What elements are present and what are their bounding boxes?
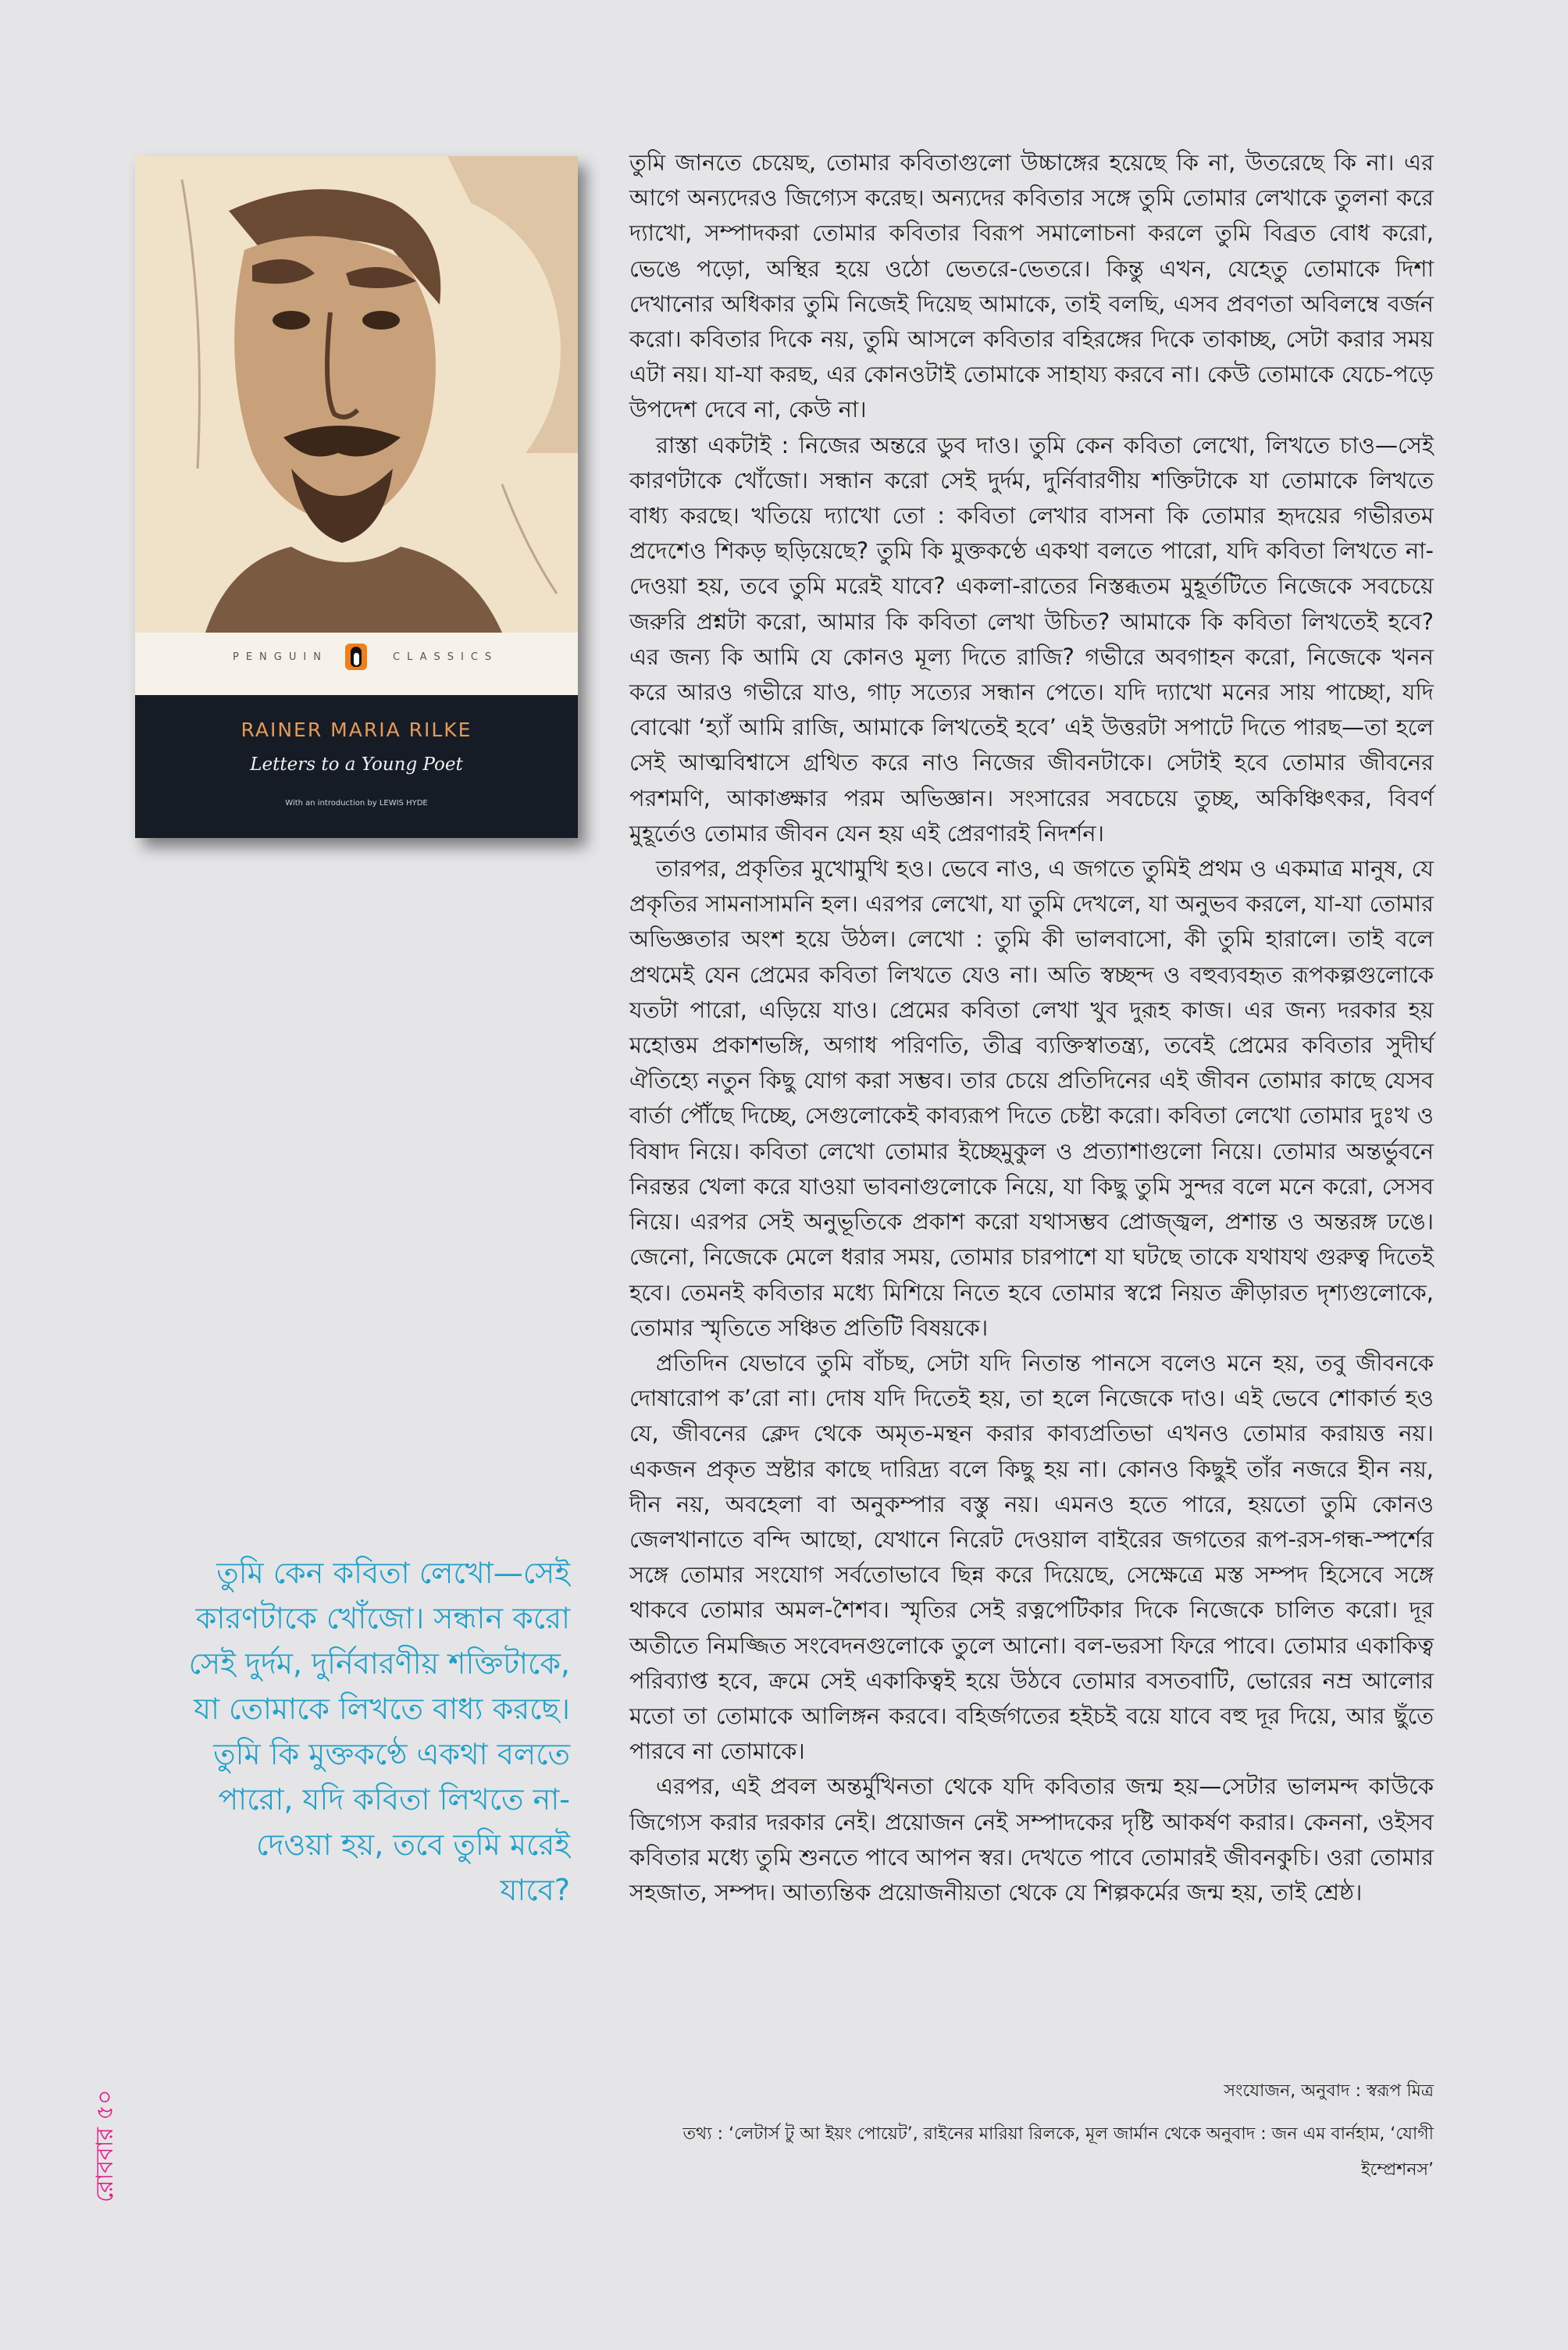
paragraph: এরপর, এই প্রবল অন্তর্মুখিনতা থেকে যদি কবিতার জন্ম হয়—সেটার ভালমন্দ কাউকে জিগ্যেস করার দরকার নেই। প্রয়োজন নেই সম্পাদকের দৃষ্টি আকর্ষণ করার। কেননা, ওইসব কবিতার মধ্যে তুমি শুনতে পাবে আপন স্বর। দেখতে পাবে তোমারই জীবনকুচি। ওরা তোমার সহজাত, সম্পদ। আত্যন্তিক প্রয়োজনীয়তা থেকে যে শিল্পকর্মের জন্ম হয়, তাই শ্রেষ্ঠ।	[629, 1773, 1434, 1906]
pull-quote: তুমি কেন কবিতা লেখো—সেই কারণটাকে খোঁজো। সন্ধান করো সেই দুর্দম, দুর্নিবারণীয় শক্তিটাকে, যা তোমাকে লিখতে বাধ্য করছে। তুমি কি মুক্তকণ্ঠে একথা বলতে পারো, যদি কবিতা লিখতে না-দেওয়া হয়, তবে তুমি মরেই যাবে?	[188, 1556, 570, 1907]
rilke-portrait-illustration	[135, 156, 578, 633]
series-label-left: PENGUIN	[233, 651, 328, 663]
cover-author: RAINER MARIA RILKE	[241, 719, 472, 741]
paragraph: প্রতিদিন যেভাবে তুমি বাঁচছ, সেটা যদি নিতান্ত পানসে বলেও মনে হয়, তবু জীবনকে দোষারোপ ক’রো না। দোষ যদি দিতেই হয়, তা হলে নিজেকে দাও। এই ভেবে শোকার্ত হও যে, জীবনের ক্লেদ থেকে অমৃত-মন্থন করার কাব্যপ্রতিভা এখনও তোমার করায়ত্ত নয়। একজন প্রকৃত স্রষ্টার কাছে দারিদ্র্য বলে কিছু হয় না। কোনও কিছুই তাঁর নজরে হীন নয়, দীন নয়, অবহেলা বা অনুকম্পার বস্তু নয়। এমনও হতে পারে, হয়তো তুমি কোনও জেলখানাতে বন্দি আছো, যেখানে নিরেট দেওয়াল বাইরের জগতের রূপ-রস-গন্ধ-স্পর্শের সঙ্গে তোমার সংযোগ সর্বতোভাবে ছিন্ন করে দিয়েছে, সেক্ষেত্রে মস্ত সম্পদ হিসেবে সঙ্গে থাকবে তোমার অমল-শৈশব। স্মৃতির সেই রত্নপেটিকার দিকে নিজেকে চালিত করো। দূর অতীতে নিমজ্জিত সংবেদনগুলোকে তুলে আনো। বল-ভরসা ফিরে পাবে। তোমার একাকিত্ব পরিব্যাপ্ত হবে, ক্রমে সেই একাকিত্বই হয়ে উঠবে তোমার বসতবাটি, ভোরের নম্র আলোর মতো তা তোমাকে আলিঙ্গন করবে। বহির্জগতের হইচই বয়ে যাবে বহু দূর দিয়ে, আর ছুঁতে পারবে না তোমাকে।	[629, 1349, 1434, 1765]
article-body	[629, 145, 1434, 1910]
translation-credit: সংযোজন, অনুবাদ : স্বরূপ মিত্র	[1224, 2081, 1434, 2101]
paragraph: রাস্তা একটাই : নিজের অন্তরে ডুব দাও। তুমি কেন কবিতা লেখো, লিখতে চাও—সেই কারণটাকে খোঁজো। সন্ধান করো সেই দুর্দম, দুর্নিবারণীয় শক্তিটাকে যা তোমাকে লিখতে বাধ্য করছে। খতিয়ে দ্যাখো তো : কবিতা লেখার বাসনা কি তোমার হৃদয়ের গভীরতম প্রদেশেও শিকড় ছড়িয়েছে? তুমি কি মুক্তকণ্ঠে একথা বলতে পারো, যদি কবিতা লিখতে না-দেওয়া হয়, তবে তুমি মরেই যাবে? একলা-রাতের নিস্তব্ধতম মুহূর্তটিতে নিজেকে সবচেয়ে জরুরি প্রশ্নটা করো, আমার কি কবিতা লেখা উচিত? আমাকে কি কবিতা লিখতেই হবে? এর জন্য কি আমি যে কোনও মূল্য দিতে রাজি? গভীরে অবগাহন করো, নিজেকে খনন করে আরও গভীরে যাও, গাঢ় সত্যের সন্ধান পেতে। যদি দ্যাখো মনের সায় পাচ্ছো, যদি বোঝো ‘হ্যাঁ আমি রাজি, আমাকে লিখতেই হবে’ এই উত্তরটা সপাটে দিতে পারছ—তা হলে সেই আত্মবিশ্বাসে গ্রথিত করে নাও নিজের জীবনটাকে। সেটাই হবে তোমার জীবনের পরশমণি, আকাঙ্ক্ষার পরম অভিজ্ঞান। সংসারের সবচেয়ে তুচ্ছ, অকিঞ্চিৎকর, বিবর্ণ মুহূর্তেও তোমার জীবন যেন হয় এই প্রেরণারই নিদর্শন।	[629, 431, 1434, 847]
series-label-right: CLASSICS	[393, 651, 499, 663]
penguin-logo-icon	[345, 644, 367, 670]
penguin-classics-band	[135, 633, 578, 697]
page-folio: রোববার ৫০	[91, 2089, 119, 2202]
cover-intro-credit: With an introduction by LEWIS HYDE	[285, 799, 428, 808]
cover-title: Letters to a Young Poet	[250, 754, 463, 775]
paragraph: তুমি জানতে চেয়েছ, তোমার কবিতাগুলো উচ্চাঙ্গের হয়েছে কি না, উতরেছে কি না। এর আগে অন্যদেরও জিগ্যেস করেছ। অন্যদের কবিতার সঙ্গে তুমি তোমার লেখাকে তুলনা করে দ্যাখো, সম্পাদকরা তোমার কবিতার বিরূপ সমালোচনা করলে তুমি বিব্রত বোধ করো, ভেঙে পড়ো, অস্থির হয়ে ওঠো ভেতরে-ভেতরে। কিন্তু এখন, যেহেতু তোমাকে দিশা দেখানোর অধিকার তুমি নিজেই দিয়েছ আমাকে, তাই বলছি, এসব প্রবণতা অবিলম্বে বর্জন করো। কবিতার দিকে নয়, তুমি আসলে কবিতার বহিরঙ্গের দিকে তাকাচ্ছ, সেটা করার সময় এটা নয়। যা-যা করছ, এর কোনওটাই তোমাকে সাহায্য করবে না। কেউ তোমাকে যেচে-পড়ে উপদেশ দেবে না, কেউ না।	[629, 149, 1434, 423]
source-note: তথ্য : ‘লেটার্স টু আ ইয়ং পোয়েট’, রাইনের মারিয়া রিলকে, মূল জার্মান থেকে অনুবাদ : জন এম বার্নহাম, ‘যোগী ইম্প্রেশনস’	[682, 2124, 1434, 2180]
book-cover-image	[135, 156, 578, 838]
cover-title-panel	[135, 695, 578, 838]
paragraph: তারপর, প্রকৃতির মুখোমুখি হও। ভেবে নাও, এ জগতে তুমিই প্রথম ও একমাত্র মানুষ, যে প্রকৃতির সামনাসামনি হল। এরপর লেখো, যা তুমি দেখলে, যা অনুভব করলে, যা-যা তোমার অভিজ্ঞতার অংশ হয়ে উঠল। লেখো : তুমি কী ভালবাসো, কী তুমি হারালে। তাই বলে প্রথমেই যেন প্রেমের কবিতা লিখতে যেও না। অতি স্বচ্ছন্দ ও বহুব্যবহৃত রূপকল্পগুলোকে যতটা পারো, এড়িয়ে যাও। প্রেমের কবিতা লেখা খুব দুরূহ কাজ। এর জন্য দরকার হয় মহোত্তম প্রকাশভঙ্গি, অগাধ পরিণতি, তীব্র ব্যক্তিস্বাতন্ত্র্য, তবেই প্রেমের কবিতার সুদীর্ঘ ঐতিহ্যে নতুন কিছু যোগ করা সম্ভব। তার চেয়ে প্রতিদিনের এই জীবন তোমার কাছে যেসব বার্তা পৌঁছে দিচ্ছে, সেগুলোকেই কাব্যরূপ দিতে চেষ্টা করো। কবিতা লেখো তোমার দুঃখ ও বিষাদ নিয়ে। কবিতা লেখো তোমার ইচ্ছেমুকুল ও প্রত্যাশাগুলো নিয়ে। তোমার অন্তর্ভুবনে নিরন্তর খেলা করে যাওয়া ভাবনাগুলোকে নিয়ে, যা কিছু তুমি সুন্দর বলে মনে করো, সেসব নিয়ে। এরপর সেই অনুভূতিকে প্রকাশ করো যথাসম্ভব প্রোজ্জ্বল, প্রশান্ত ও অন্তরঙ্গ ঢঙে। জেনো, নিজেকে মেলে ধরার সময়, তোমার চারপাশে যা ঘটছে তাকে যথাযথ গুরুত্ব দিতেই হবে। তেমনই কবিতার মধ্যে মিশিয়ে নিতে হবে তোমার স্বপ্নে নিয়ত ক্রীড়ারত দৃশ্যগুলোকে, তোমার স্মৃতিতে সঞ্চিত প্রতিটি বিষয়কে।	[629, 855, 1434, 1341]
